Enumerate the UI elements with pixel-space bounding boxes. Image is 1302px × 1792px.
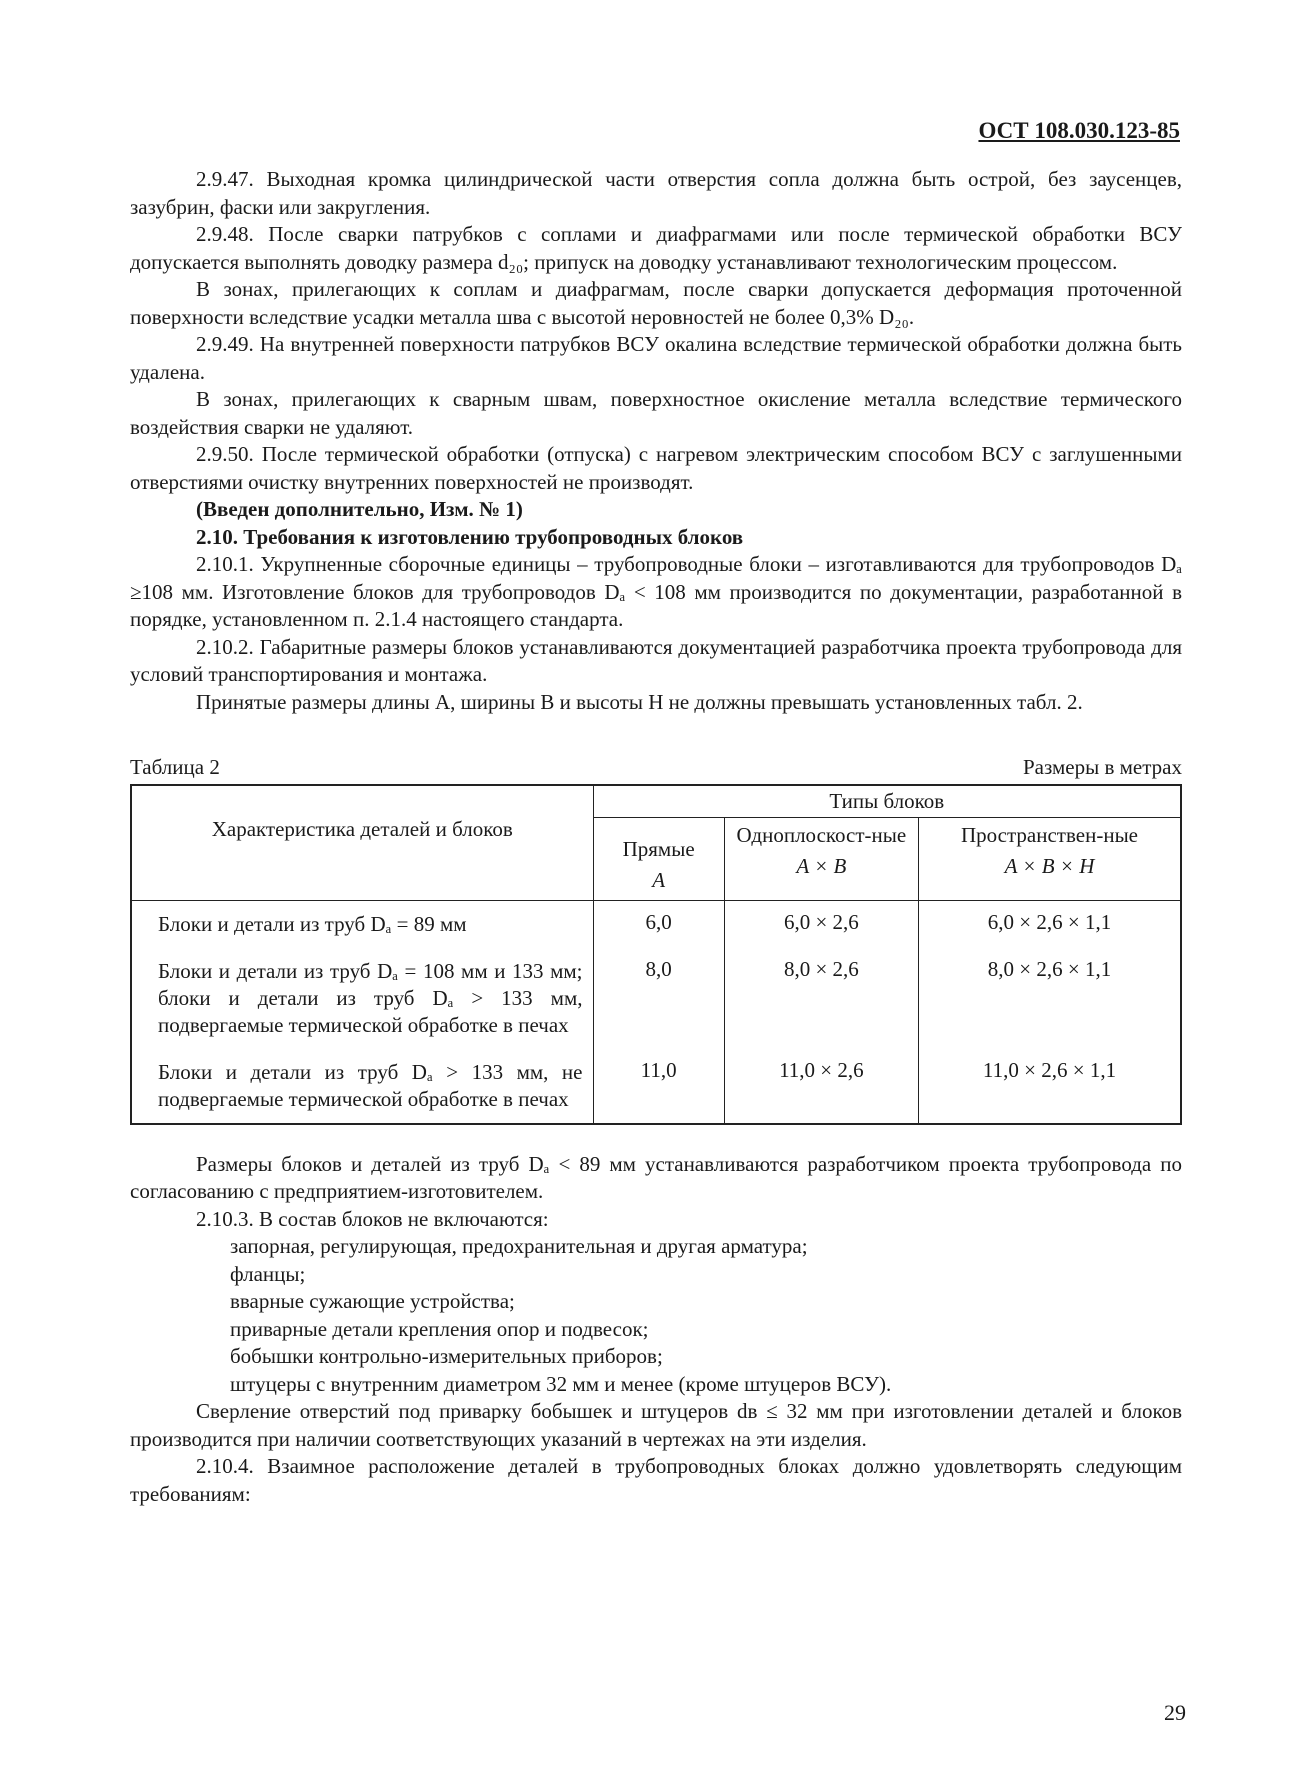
column-header-type: Прямые A bbox=[593, 817, 724, 900]
dimensions-table bbox=[130, 784, 1182, 1125]
paragraph: 2.9.47. Выходная кромка цилиндрической части отверстия сопла должна быть острой, без заусенцев, зазубрин, фаски или закругления. bbox=[130, 167, 1182, 219]
list-item: фланцы; bbox=[230, 1261, 306, 1286]
column-header-type: Пространствен-ные A × B × H bbox=[919, 817, 1182, 900]
paragraph: 2.9.48. После сварки патрубков с соплами и диафрагмами или после термической обработки ВСУ допускается выполнять доводку размера d₂₀; припуск на доводку устанавливают технологическим процессом. bbox=[130, 222, 1182, 274]
excluded-items-list bbox=[130, 1233, 1182, 1398]
paragraph: 2.10.3. В состав блоков не включаются: bbox=[196, 1206, 549, 1231]
paragraph: 2.9.50. После термической обработки (отпуска) с нагревом электрическим способом ВСУ с заглушенными отверстиями очистку внутренних поверхностей не производят. bbox=[130, 442, 1182, 494]
column-header-type: Одноплоскост-ные A × B bbox=[724, 817, 918, 900]
column-group-header: Типы блоков bbox=[593, 785, 1181, 818]
paragraph: Сверление отверстий под приварку бобышек и штуцеров dв ≤ 32 мм при изготовлении деталей и блоков производится при наличии соответствующих указаний в чертежах на эти изделия. bbox=[130, 1399, 1182, 1451]
table-row: Блоки и детали из труб Dₐ = 89 мм 6,0 6,0 × 2,6 6,0 × 2,6 × 1,1 bbox=[131, 900, 1181, 948]
list-item: бобышки контрольно-измерительных приборов; bbox=[230, 1344, 663, 1368]
paragraph: 2.10.1. Укрупненные сборочные единицы – трубопроводные блоки – изготавливаются для трубопроводов Dₐ ≥108 мм. Изготовление блоков для трубопроводов Dₐ < 108 мм производится по документации, разработанной в порядке, установленном п. 2.1.4 настоящего стандарта. bbox=[130, 552, 1182, 631]
paragraph: Размеры блоков и деталей из труб Dₐ < 89 мм устанавливаются разработчиком проекта трубопровода по согласованию с предприятием-изготовителем. bbox=[130, 1151, 1182, 1203]
table-caption-row bbox=[130, 754, 1182, 782]
paragraph: 2.9.49. На внутренней поверхности патрубков ВСУ окалина вследствие термической обработки должна быть удалена. bbox=[130, 332, 1182, 384]
table-caption: Таблица 2 bbox=[130, 755, 220, 779]
list-item: штуцеры с внутренним диаметром 32 мм и менее (кроме штуцеров ВСУ). bbox=[230, 1371, 892, 1396]
list-item: запорная, регулирующая, предохранительная и другая арматура; bbox=[230, 1234, 808, 1258]
table-units: Размеры в метрах bbox=[1023, 755, 1182, 779]
document-code: ОСТ 108.030.123-85 bbox=[978, 118, 1180, 143]
paragraph: 2.10.4. Взаимное расположение деталей в трубопроводных блоках должно удовлетворять следующим требованиям: bbox=[130, 1454, 1182, 1506]
list-item: вварные сужающие устройства; bbox=[230, 1289, 515, 1313]
page-number: 29 bbox=[1164, 1700, 1186, 1725]
paragraph: В зонах, прилегающих к сварным швам, поверхностное окисление металла вследствие термического воздействия сварки не удаляют. bbox=[130, 387, 1182, 439]
paragraph: 2.10.2. Габаритные размеры блоков устанавливаются документацией разработчика проекта трубопровода для условий транспортирования и монтажа. bbox=[130, 634, 1182, 686]
table-row: Блоки и детали из труб Dₐ > 133 мм, не подвергаемые термической обработке в печах 11,0 11,0 × 2,6 11,0 × 2,6 × 1,1 bbox=[131, 1049, 1181, 1124]
table-row: Блоки и детали из труб Dₐ = 108 мм и 133 мм; блоки и детали из труб Dₐ > 133 мм, подвергаемые термической обработке в печах 8,0 8,0 × 2,6 8,0 × 2,6 × 1,1 bbox=[131, 948, 1181, 1049]
column-header-characteristic: Характеристика деталей и блоков bbox=[131, 785, 593, 901]
paragraph: Принятые размеры длины A, ширины B и высоты H не должны превышать установленных табл. 2. bbox=[196, 689, 1083, 714]
page-body bbox=[130, 166, 1182, 1508]
list-item: приварные детали крепления опор и подвесок; bbox=[230, 1316, 649, 1341]
section-title: 2.10. Требования к изготовлению трубопроводных блоков bbox=[196, 524, 744, 549]
amendment-note: (Введен дополнительно, Изм. № 1) bbox=[196, 497, 523, 521]
paragraph: В зонах, прилегающих к соплам и диафрагмам, после сварки допускается деформация проточенной поверхности вследствие усадки металла шва с высотой неровностей не более 0,3% D₂₀. bbox=[130, 277, 1182, 329]
